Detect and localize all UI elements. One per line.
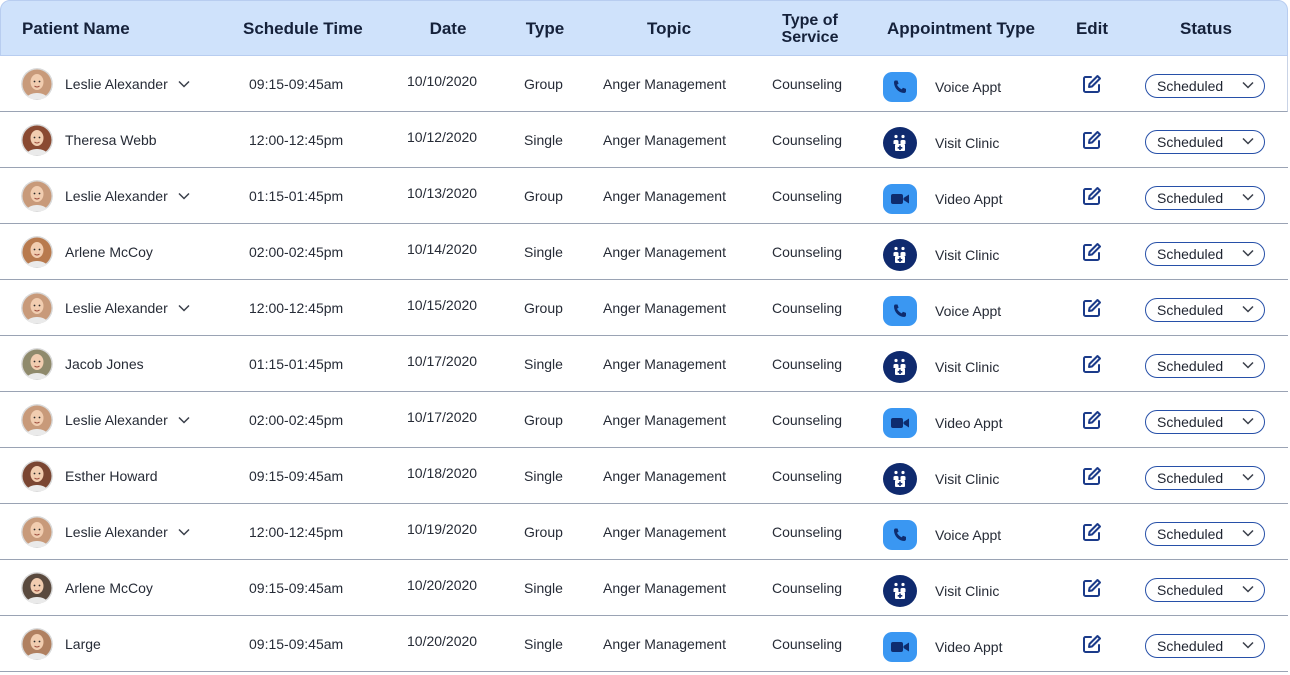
patient-name-cell [65, 280, 190, 336]
patient-name-cell [65, 616, 101, 672]
table-row [0, 112, 1288, 168]
appointment-date: 10/17/2020 [407, 353, 478, 369]
table-row [0, 280, 1288, 336]
patient-name-cell [65, 112, 157, 168]
avatar [21, 516, 53, 548]
session-type: Single [524, 580, 563, 596]
patient-name: Arlene McCoy [65, 244, 153, 260]
chevron-down-icon [1242, 193, 1254, 201]
header-type[interactable]: Type [525, 19, 565, 38]
patient-name-cell [65, 56, 190, 112]
type-of-service: Counseling [772, 524, 843, 540]
topic: Anger Management [603, 132, 726, 148]
table-row [0, 448, 1288, 504]
chevron-down-icon[interactable] [178, 416, 190, 424]
avatar [21, 348, 53, 380]
appointment-type-label: Voice Appt [935, 303, 1002, 319]
type-of-service: Counseling [772, 356, 843, 372]
schedule-time: 02:00-02:45pm [249, 244, 344, 260]
type-of-service: Counseling [772, 468, 843, 484]
chevron-down-icon[interactable] [178, 304, 190, 312]
appointment-date: 10/14/2020 [407, 241, 478, 257]
status-value: Scheduled [1157, 582, 1224, 598]
appointment-type-label: Visit Clinic [935, 583, 1000, 599]
appointment-type-label: Visit Clinic [935, 359, 1000, 375]
topic: Anger Management [603, 580, 726, 596]
appointment-type-label: Visit Clinic [935, 471, 1000, 487]
topic: Anger Management [603, 244, 726, 260]
type-of-service: Counseling [772, 132, 843, 148]
status-value: Scheduled [1157, 190, 1224, 206]
edit-icon[interactable] [1082, 186, 1102, 206]
type-of-service: Counseling [772, 412, 843, 428]
edit-icon[interactable] [1082, 354, 1102, 374]
chevron-down-icon [1242, 137, 1254, 145]
appointment-type-label: Video Appt [935, 415, 1003, 431]
chevron-down-icon[interactable] [178, 528, 190, 536]
topic: Anger Management [603, 188, 726, 204]
status-dropdown[interactable] [1145, 130, 1265, 154]
patient-name-cell [65, 224, 153, 280]
topic: Anger Management [603, 300, 726, 316]
header-appointment-type[interactable]: Appointment Type [887, 19, 1035, 38]
chevron-down-icon [1242, 81, 1254, 89]
appointment-type-label: Voice Appt [935, 79, 1002, 95]
table-row [0, 56, 1288, 112]
status-dropdown[interactable] [1145, 634, 1265, 658]
status-value: Scheduled [1157, 358, 1224, 374]
session-type: Group [524, 76, 563, 92]
schedule-time: 02:00-02:45pm [249, 412, 344, 428]
status-dropdown[interactable] [1145, 466, 1265, 490]
patient-name-cell [65, 168, 190, 224]
session-type: Single [524, 636, 563, 652]
chevron-down-icon [1242, 473, 1254, 481]
chevron-down-icon [1242, 305, 1254, 313]
type-of-service: Counseling [772, 188, 843, 204]
session-type: Single [524, 356, 563, 372]
appointment-type-label: Visit Clinic [935, 247, 1000, 263]
patient-name: Leslie Alexander [65, 412, 168, 428]
table-row [0, 392, 1288, 448]
schedule-time: 01:15-01:45pm [249, 188, 344, 204]
appointment-date: 10/20/2020 [407, 633, 478, 649]
session-type: Single [524, 468, 563, 484]
edit-icon[interactable] [1082, 130, 1102, 150]
table-header [0, 0, 1288, 56]
edit-icon[interactable] [1082, 410, 1102, 430]
clinic-icon [883, 127, 917, 159]
schedule-time: 09:15-09:45am [249, 580, 344, 596]
header-patient-name[interactable]: Patient Name [22, 19, 130, 38]
chevron-down-icon [1242, 641, 1254, 649]
schedule-time: 09:15-09:45am [249, 636, 344, 652]
edit-icon[interactable] [1082, 242, 1102, 262]
table-row [0, 504, 1288, 560]
chevron-down-icon [1242, 417, 1254, 425]
table-row [0, 616, 1288, 672]
clinic-icon [883, 575, 917, 607]
patient-name: Leslie Alexander [65, 76, 168, 92]
session-type: Group [524, 300, 563, 316]
edit-icon[interactable] [1082, 634, 1102, 654]
status-value: Scheduled [1157, 134, 1224, 150]
edit-icon[interactable] [1082, 466, 1102, 486]
clinic-icon [883, 351, 917, 383]
chevron-down-icon [1242, 529, 1254, 537]
schedule-time: 12:00-12:45pm [249, 132, 344, 148]
schedule-time: 09:15-09:45am [249, 468, 344, 484]
status-dropdown[interactable] [1145, 74, 1265, 98]
header-type-of-service[interactable] [782, 1, 839, 57]
status-dropdown[interactable] [1145, 242, 1265, 266]
clinic-icon [883, 239, 917, 271]
patient-name: Large [65, 636, 101, 652]
topic: Anger Management [603, 636, 726, 652]
topic: Anger Management [603, 76, 726, 92]
status-value: Scheduled [1157, 638, 1224, 654]
status-value: Scheduled [1157, 414, 1224, 430]
avatar [21, 236, 53, 268]
chevron-down-icon [1242, 249, 1254, 257]
avatar [21, 404, 53, 436]
patient-name: Arlene McCoy [65, 580, 153, 596]
status-dropdown[interactable] [1145, 186, 1265, 210]
topic: Anger Management [603, 468, 726, 484]
patient-name-cell [65, 504, 190, 560]
status-dropdown[interactable] [1145, 298, 1265, 322]
phone-icon [883, 72, 917, 102]
status-dropdown[interactable] [1145, 522, 1265, 546]
appointment-date: 10/12/2020 [407, 129, 478, 145]
status-dropdown[interactable] [1145, 410, 1265, 434]
patient-name-cell [65, 336, 144, 392]
appointment-type-label: Voice Appt [935, 527, 1002, 543]
session-type: Single [524, 132, 563, 148]
appointment-date: 10/20/2020 [407, 577, 478, 593]
patient-name: Leslie Alexander [65, 524, 168, 540]
type-of-service: Counseling [772, 580, 843, 596]
edit-icon[interactable] [1082, 74, 1102, 94]
table-row [0, 168, 1288, 224]
status-value: Scheduled [1157, 246, 1224, 262]
chevron-down-icon [1242, 585, 1254, 593]
header-type-of-service-line2: Service [781, 29, 839, 46]
patient-name-cell [65, 392, 190, 448]
status-value: Scheduled [1157, 526, 1224, 542]
patient-name: Leslie Alexander [65, 300, 168, 316]
edit-icon[interactable] [1082, 522, 1102, 542]
session-type: Single [524, 244, 563, 260]
chevron-down-icon[interactable] [178, 192, 190, 200]
clinic-icon [883, 463, 917, 495]
patient-name: Theresa Webb [65, 132, 157, 148]
video-icon [883, 408, 917, 438]
status-dropdown[interactable] [1145, 578, 1265, 602]
type-of-service: Counseling [772, 244, 843, 260]
header-type-of-service-line1: Type of [782, 12, 838, 29]
phone-icon [883, 520, 917, 550]
edit-icon[interactable] [1082, 578, 1102, 598]
type-of-service: Counseling [772, 636, 843, 652]
chevron-down-icon [1242, 361, 1254, 369]
status-dropdown[interactable] [1145, 354, 1265, 378]
patient-name: Leslie Alexander [65, 188, 168, 204]
appointment-type-label: Video Appt [935, 191, 1003, 207]
type-of-service: Counseling [772, 76, 843, 92]
patient-name: Esther Howard [65, 468, 158, 484]
avatar [21, 180, 53, 212]
header-schedule-time[interactable]: Schedule Time [243, 19, 363, 38]
schedule-time: 01:15-01:45pm [249, 356, 344, 372]
schedule-time: 12:00-12:45pm [249, 524, 344, 540]
schedule-time: 09:15-09:45am [249, 76, 344, 92]
video-icon [883, 184, 917, 214]
appointment-date: 10/18/2020 [407, 465, 478, 481]
avatar [21, 628, 53, 660]
status-value: Scheduled [1157, 470, 1224, 486]
patient-name: Jacob Jones [65, 356, 144, 372]
status-value: Scheduled [1157, 78, 1224, 94]
status-value: Scheduled [1157, 302, 1224, 318]
appointment-date: 10/17/2020 [407, 409, 478, 425]
edit-icon[interactable] [1082, 298, 1102, 318]
avatar [21, 124, 53, 156]
topic: Anger Management [603, 412, 726, 428]
schedule-time: 12:00-12:45pm [249, 300, 344, 316]
appointment-date: 10/19/2020 [407, 521, 478, 537]
session-type: Group [524, 412, 563, 428]
header-topic[interactable]: Topic [646, 19, 692, 38]
table-row [0, 560, 1288, 616]
appointment-type-label: Video Appt [935, 639, 1003, 655]
table-row [0, 336, 1288, 392]
table-body [0, 56, 1288, 672]
topic: Anger Management [603, 356, 726, 372]
avatar [21, 572, 53, 604]
video-icon [883, 632, 917, 662]
session-type: Group [524, 188, 563, 204]
avatar [21, 68, 53, 100]
header-date[interactable]: Date [429, 19, 467, 38]
header-status[interactable]: Status [1180, 19, 1232, 38]
session-type: Group [524, 524, 563, 540]
header-edit: Edit [1075, 19, 1109, 38]
avatar [21, 460, 53, 492]
appointment-date: 10/15/2020 [407, 297, 478, 313]
patient-name-cell [65, 560, 153, 616]
table-row [0, 224, 1288, 280]
patient-name-cell [65, 448, 158, 504]
phone-icon [883, 296, 917, 326]
topic: Anger Management [603, 524, 726, 540]
type-of-service: Counseling [772, 300, 843, 316]
avatar [21, 292, 53, 324]
chevron-down-icon[interactable] [178, 80, 190, 88]
appointment-date: 10/10/2020 [407, 73, 478, 89]
appointment-type-label: Visit Clinic [935, 135, 1000, 151]
appointment-date: 10/13/2020 [407, 185, 478, 201]
